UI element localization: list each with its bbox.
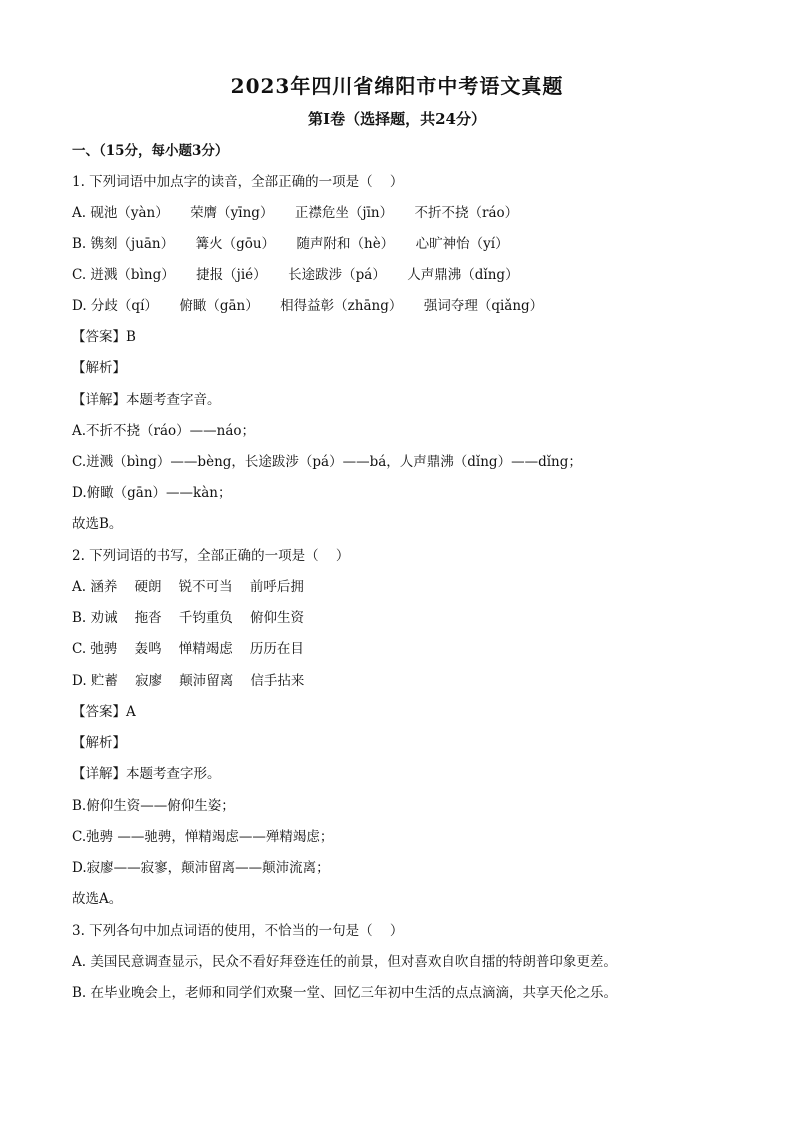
question-1-stem: 1. 下列词语中加点字的读音，全部正确的一项是（ ） — [72, 174, 404, 190]
question-1-detail-line: 故选B。 — [72, 516, 123, 532]
question-2-detail-line: 【详解】本题考查字形。 — [72, 766, 221, 782]
question-1-answer: 【答案】B — [72, 329, 136, 345]
document-title: 2023年四川省绵阳市中考语文真题 — [230, 74, 564, 98]
question-1-option-d: D. 分歧（qí） 俯瞰（gān） 相得益彰（zhāng） 强词夺理（qiǎng） — [72, 298, 544, 314]
question-1-detail-line: D.俯瞰（gān）——kàn； — [72, 485, 232, 501]
question-2-answer: 【答案】A — [72, 704, 136, 720]
question-2-option-d: D. 贮蓄 寂廖 颠沛留离 信手拈来 — [72, 673, 305, 689]
question-2-option-a: A. 涵养 硬朗 锐不可当 前呼后拥 — [72, 579, 304, 595]
question-2-option-c: C. 弛骋 轰鸣 惮精竭虑 历历在目 — [72, 641, 304, 657]
question-2-detail-line: D.寂廖——寂寥，颠沛留离——颠沛流离； — [72, 860, 330, 876]
question-3-option-a: A. 美国民意调查显示，民众不看好拜登连任的前景，但对喜欢自吹自擂的特朗普印象更差。 — [72, 954, 617, 970]
question-1-analysis-label: 【解析】 — [72, 360, 126, 376]
document-subtitle: 第Ⅰ卷（选择题，共24分） — [308, 110, 486, 128]
question-3-option-b: B. 在毕业晚会上，老师和同学们欢聚一堂、回忆三年初中生活的点点滴滴，共享天伦之乐。 — [72, 985, 618, 1001]
question-2-detail-line: 故选A。 — [72, 891, 123, 907]
question-2-option-b: B. 劝诫 拖沓 千钧重负 俯仰生资 — [72, 610, 304, 626]
question-2-analysis-label: 【解析】 — [72, 735, 126, 751]
question-1-option-c: C. 迸溅（bìng） 捷报（jié） 长途跋涉（pá） 人声鼎沸（dǐng） — [72, 267, 519, 283]
question-1-detail-line: 【详解】本题考查字音。 — [72, 392, 221, 408]
section-heading: 一、（15分，每小题3分） — [72, 143, 229, 159]
question-2-stem: 2. 下列词语的书写，全部正确的一项是（ ） — [72, 548, 350, 564]
question-1-option-b: B. 镌刻（juān） 篝火（gōu） 随声附和（hè） 心旷神怡（yí） — [72, 236, 509, 252]
question-1-detail-line: C.迸溅（bìng）——bèng，长途跋涉（pá）——bá，人声鼎沸（dǐng）——dǐng； — [72, 454, 582, 470]
question-1-detail-line: A.不折不挠（ráo）——náo； — [72, 423, 256, 439]
question-3-stem: 3. 下列各句中加点词语的使用，不恰当的一句是（ ） — [72, 923, 404, 939]
question-2-detail-line: C.弛骋 ——驰骋，惮精竭虑——殚精竭虑； — [72, 829, 334, 845]
question-2-detail-line: B.俯仰生资——俯仰生姿； — [72, 798, 235, 814]
question-1-option-a: A. 砚池（yàn） 荣膺（yīng） 正襟危坐（jīn） 不折不挠（ráo） — [72, 205, 519, 221]
